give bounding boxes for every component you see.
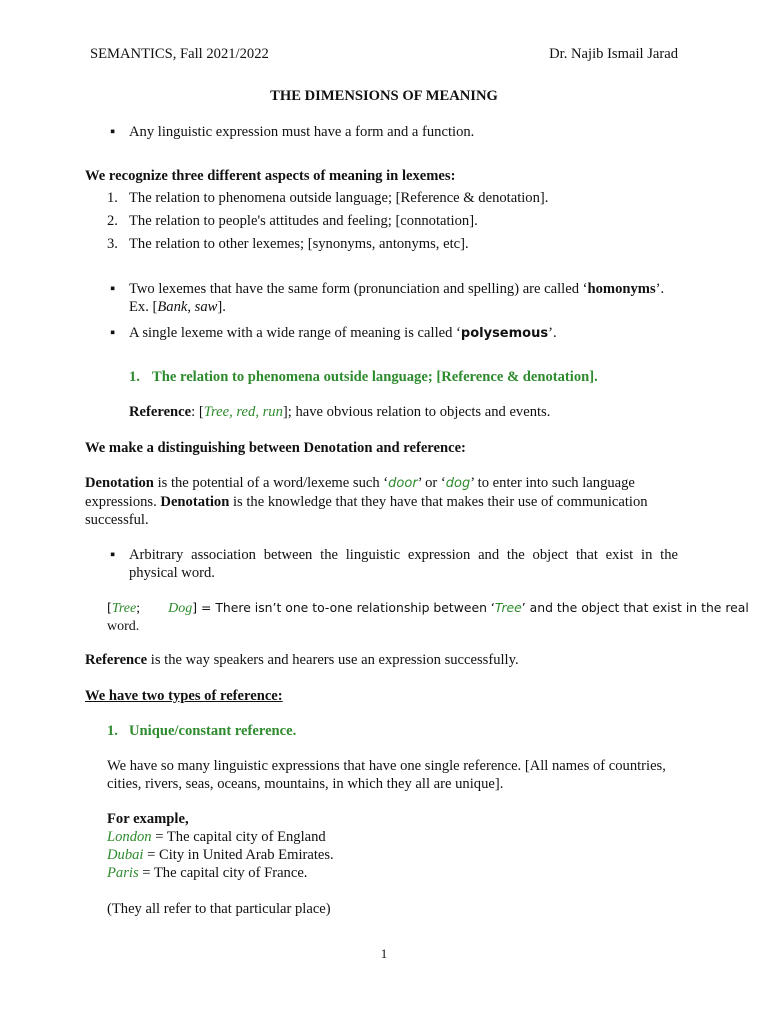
header-course: SEMANTICS, Fall 2021/2022 [90, 46, 269, 62]
examples-block: For example, London = The capital city of England Dubai = City in United Arab Emirates. Paris = The capital city of France. (They all refer to that particular place) [107, 811, 334, 917]
page-title: THE DIMENSIONS OF MEANING [270, 88, 498, 104]
bullet-icon: ▪ [110, 547, 116, 563]
section-heading: 1. The relation to phenomena outside language; [Reference & denotation]. [129, 369, 598, 385]
unique-paragraph: We have so many linguistic expressions that have one single reference. [All names of countries, cities, rivers, seas, oceans, mountains, in which they all are unique]. [107, 758, 666, 792]
bullet-homonyms: ▪ Two lexemes that have the same form (pronunciation and spelling) are called ‘homonyms’. Ex. [Bank, saw]. [110, 281, 665, 315]
distinguish-heading: We make a distinguishing between Denotation and reference: [85, 440, 466, 456]
types-heading: We have two types of reference: [85, 688, 283, 704]
page-number: 1 [380, 946, 388, 961]
denotation-paragraph: Denotation is the potential of a word/lexeme such ‘door’ or ‘dog’ to enter into such language expressions. Denotation is the knowledge that they have that makes their use of communication successful. [85, 475, 648, 528]
bullet-icon: ▪ [110, 325, 116, 341]
aspects-heading: We recognize three different aspects of meaning in lexemes: [85, 168, 456, 184]
bullet-arbitrary: ▪ Arbitrary association between the linguistic expression and the object that exist in the physical word. [110, 547, 678, 581]
list-item: London = The capital city of England [107, 829, 326, 845]
tree-dog-note: [Tree; Dog] = There isn’t one to-one relationship between ‘Tree’ and the object that exist in the real word. [107, 600, 749, 634]
reference-definition: Reference is the way speakers and hearers use an expression successfully. [85, 652, 519, 668]
bullet-icon: ▪ [110, 281, 116, 297]
list-item: 3. The relation to other lexemes; [synonyms, antonyms, etc]. [107, 236, 469, 252]
bullet-icon: ▪ [110, 124, 116, 140]
list-item: Paris = The capital city of France. [107, 865, 308, 881]
header-author: Dr. Najib Ismail Jarad [549, 46, 678, 62]
list-item: 2. The relation to people's attitudes and feeling; [connotation]. [107, 213, 478, 229]
list-item: 1. The relation to phenomena outside language; [Reference & denotation]. [107, 190, 549, 206]
unique-heading: 1. Unique/constant reference. [107, 723, 297, 739]
reference-examples: Reference: [Tree, red, run]; have obvious relation to objects and events. [129, 404, 551, 420]
list-item: Dubai = City in United Arab Emirates. [107, 847, 334, 863]
bullet-polysemous: ▪ A single lexeme with a wide range of meaning is called ‘polysemous’. [110, 325, 557, 341]
